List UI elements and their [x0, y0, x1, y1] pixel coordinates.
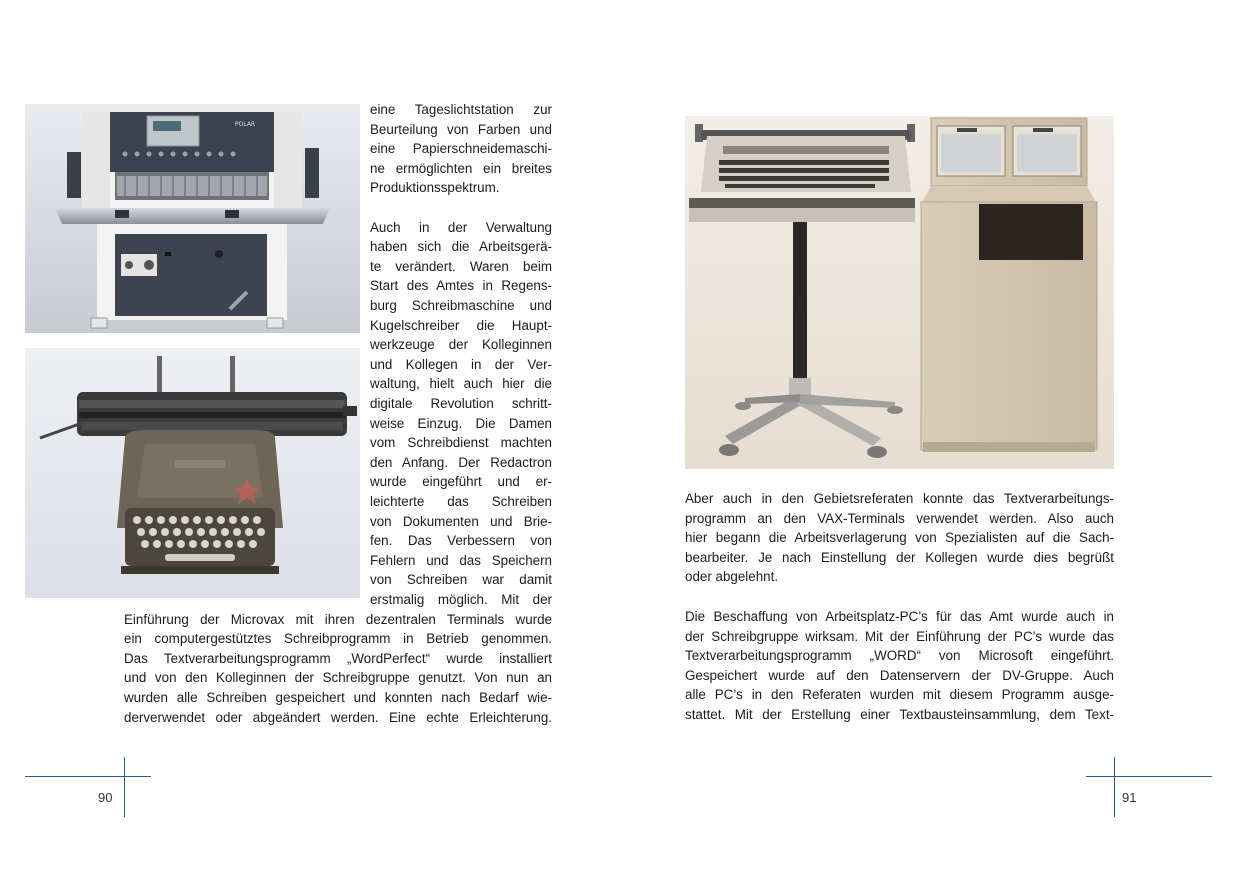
- crop-mark-vertical: [124, 757, 125, 817]
- text-line: Gespeichert wurde auf den Datenservern der DV-Gruppe. Auch: [685, 667, 1114, 683]
- text-line: digitale Revolution schritt-: [370, 396, 552, 411]
- text-line: Auch in der Verwaltung: [370, 219, 552, 235]
- text-line: eine Tageslichtstation zur: [370, 102, 552, 117]
- svg-text:POLAR: POLAR: [235, 121, 256, 128]
- crop-mark-horizontal: [25, 776, 151, 777]
- text-line: und von den Kolleginnen der Schreibgruppe genutzt. Von nun an: [124, 670, 552, 686]
- text-line: te verändert. Waren beim: [370, 258, 552, 274]
- text-line: wurden alle Schreiben gespeichert und konnten nach Bedarf wie-: [124, 690, 552, 705]
- text-line: den Anfang. Der Redactron: [370, 454, 552, 470]
- text-line: vom Schreibdienst machten: [370, 435, 552, 451]
- text-line: Fehlern und das Speichern: [370, 552, 552, 568]
- crop-mark-horizontal: [1086, 776, 1212, 777]
- text-line: fen. Das Verbessern von: [370, 533, 552, 549]
- text-line: hier begann die Arbeitsverlagerung von Spezialisten auf die Sach-: [685, 530, 1114, 546]
- page-number: 90: [98, 790, 113, 805]
- text-line: alle PC’s in den Referaten wurden mit diesem Programm ausge-: [685, 687, 1114, 703]
- text-line: Produktionsspektrum.: [370, 180, 500, 196]
- text-line: ne ermöglichten ein breites: [370, 160, 552, 176]
- text-line: Aber auch in den Gebietsreferaten konnte das Textverarbeitungs-: [685, 491, 1114, 506]
- text-line: Das Textverarbeitungsprogramm „WordPerfect“ wurde installiert: [124, 650, 552, 666]
- text-line: wurde eingeführt und er-: [370, 474, 552, 490]
- text-line: stattet. Mit der Erstellung einer Textbausteinsammlung, dem Text-: [685, 707, 1114, 722]
- text-line: burg Schreibmaschine und: [370, 298, 552, 313]
- text-line: derverwendet oder abgeändert werden. Eine echte Erleichterung.: [124, 709, 552, 725]
- text-line: oder abgelehnt.: [685, 569, 779, 585]
- text-line: werkzeuge der Kolleginnen: [370, 337, 552, 353]
- page-number: 91: [1122, 790, 1137, 805]
- text-line: bearbeiter. Je nach Einstellung der Kollegen wurde dies begrüßt: [685, 549, 1114, 565]
- text-line: Die Beschaffung von Arbeitsplatz-PC’s für das Amt wurde auch in: [685, 609, 1114, 624]
- text-line: programm an den VAX-Terminals verwendet werden. Also auch: [685, 510, 1114, 526]
- text-line: Start des Amtes in Regens-: [370, 278, 552, 294]
- text-line: Kugelschreiber die Haupt-: [370, 317, 552, 333]
- text-line: von Schreiben war damit: [370, 572, 552, 588]
- crop-mark-vertical: [1114, 757, 1115, 817]
- typewriter-photo: [25, 348, 360, 598]
- right-page: [620, 0, 1240, 877]
- text-line: Einführung der Microvax mit ihren dezentralen Terminals wurde: [124, 611, 552, 627]
- redactron-workstation-photo: [685, 116, 1114, 469]
- paper-cutter-photo: [25, 104, 360, 333]
- text-line: Beurteilung von Farben und: [370, 121, 552, 137]
- text-line: leichterte das Schreiben: [370, 494, 552, 509]
- text-line: von Dokumenten und Brie-: [370, 513, 552, 529]
- text-line: weise Einzug. Die Damen: [370, 415, 552, 431]
- text-line: Textverarbeitungsprogramm „WORD“ von Microsoft eingeführt.: [685, 648, 1114, 664]
- text-line: und Kollegen in der Ver-: [370, 356, 552, 372]
- text-line: der Schreibgruppe wirksam. Mit der Einführung der PC’s wurde das: [685, 628, 1114, 644]
- text-line: eine Papierschneidemaschi-: [370, 141, 552, 157]
- text-line: haben sich die Arbeitsgerä-: [370, 239, 552, 255]
- text-line: erstmalig möglich. Mit der: [370, 592, 552, 607]
- text-line: ein computergestütztes Schreibprogramm in Betrieb genommen.: [124, 631, 552, 647]
- text-line: waltung, hielt auch hier die: [370, 376, 552, 392]
